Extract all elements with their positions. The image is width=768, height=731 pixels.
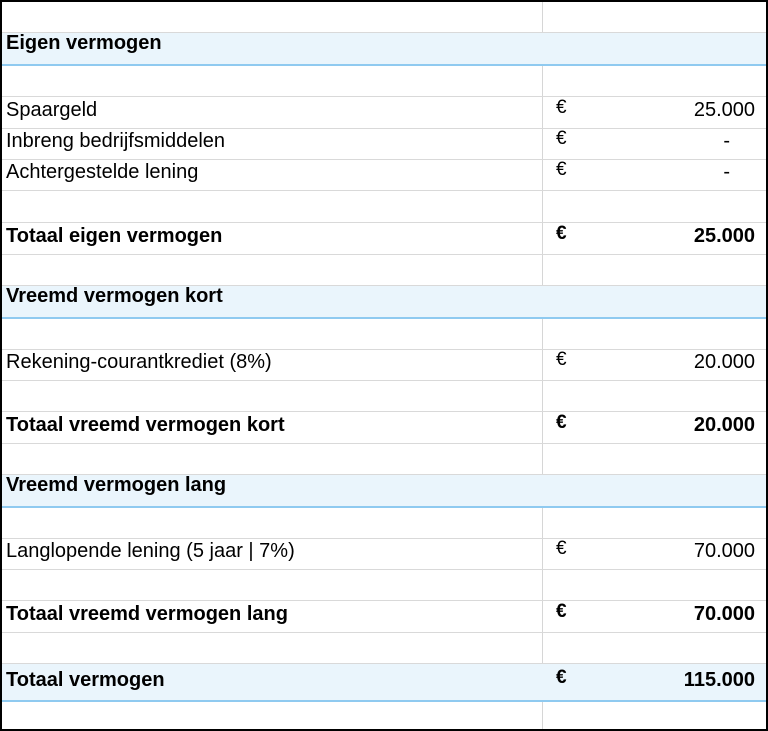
blank-row	[2, 508, 766, 539]
row-value: -	[723, 130, 730, 152]
table-row	[2, 350, 766, 381]
section-header-lang	[2, 475, 766, 508]
row-label: Inbreng bedrijfsmiddelen	[6, 130, 226, 152]
currency-symbol: €	[556, 538, 567, 559]
row-label: Langlopende lening (5 jaar | 7%)	[6, 540, 295, 562]
section-title: Eigen vermogen	[6, 32, 162, 54]
row-value: 70.000	[693, 540, 755, 562]
blank-row	[2, 191, 766, 223]
table-row	[2, 129, 766, 160]
row-value: 20.000	[693, 351, 755, 373]
blank-row	[2, 633, 766, 664]
currency-symbol: €	[556, 601, 567, 622]
blank-row	[2, 319, 766, 350]
currency-symbol: €	[556, 97, 567, 118]
total-label: Totaal eigen vermogen	[6, 225, 223, 247]
row-label: Rekening-courantkrediet (8%)	[6, 351, 272, 373]
section-title: Vreemd vermogen lang	[6, 474, 227, 496]
blank-row	[2, 255, 766, 286]
blank-row	[2, 570, 766, 601]
total-row-lang	[2, 601, 766, 633]
section-header-eigen	[2, 33, 766, 66]
blank-row	[2, 381, 766, 412]
table-row	[2, 97, 766, 129]
currency-symbol: €	[556, 128, 567, 149]
currency-symbol: €	[556, 667, 567, 688]
grand-total-label: Totaal vermogen	[6, 669, 165, 691]
currency-symbol: €	[556, 159, 567, 180]
total-value: 20.000	[693, 414, 755, 436]
total-label: Totaal vreemd vermogen kort	[6, 414, 285, 436]
total-row-kort	[2, 412, 766, 444]
grand-total-value: 115.000	[683, 669, 755, 691]
currency-symbol: €	[556, 223, 567, 244]
blank-row	[2, 66, 766, 97]
blank-row	[2, 702, 766, 729]
section-title: Vreemd vermogen kort	[6, 285, 223, 307]
row-value: -	[723, 161, 730, 183]
row-label: Spaargeld	[6, 99, 98, 121]
blank-row	[2, 444, 766, 475]
section-header-kort	[2, 286, 766, 319]
row-value: 25.000	[693, 99, 755, 121]
total-row-eigen	[2, 223, 766, 255]
currency-symbol: €	[556, 349, 567, 370]
row-label: Achtergestelde lening	[6, 161, 199, 183]
table-row	[2, 539, 766, 570]
total-label: Totaal vreemd vermogen lang	[6, 603, 288, 625]
total-value: 25.000	[693, 225, 755, 247]
currency-symbol: €	[556, 412, 567, 433]
total-value: 70.000	[693, 603, 755, 625]
grand-total-row	[2, 664, 766, 702]
blank-row	[2, 2, 766, 33]
table-row	[2, 160, 766, 191]
